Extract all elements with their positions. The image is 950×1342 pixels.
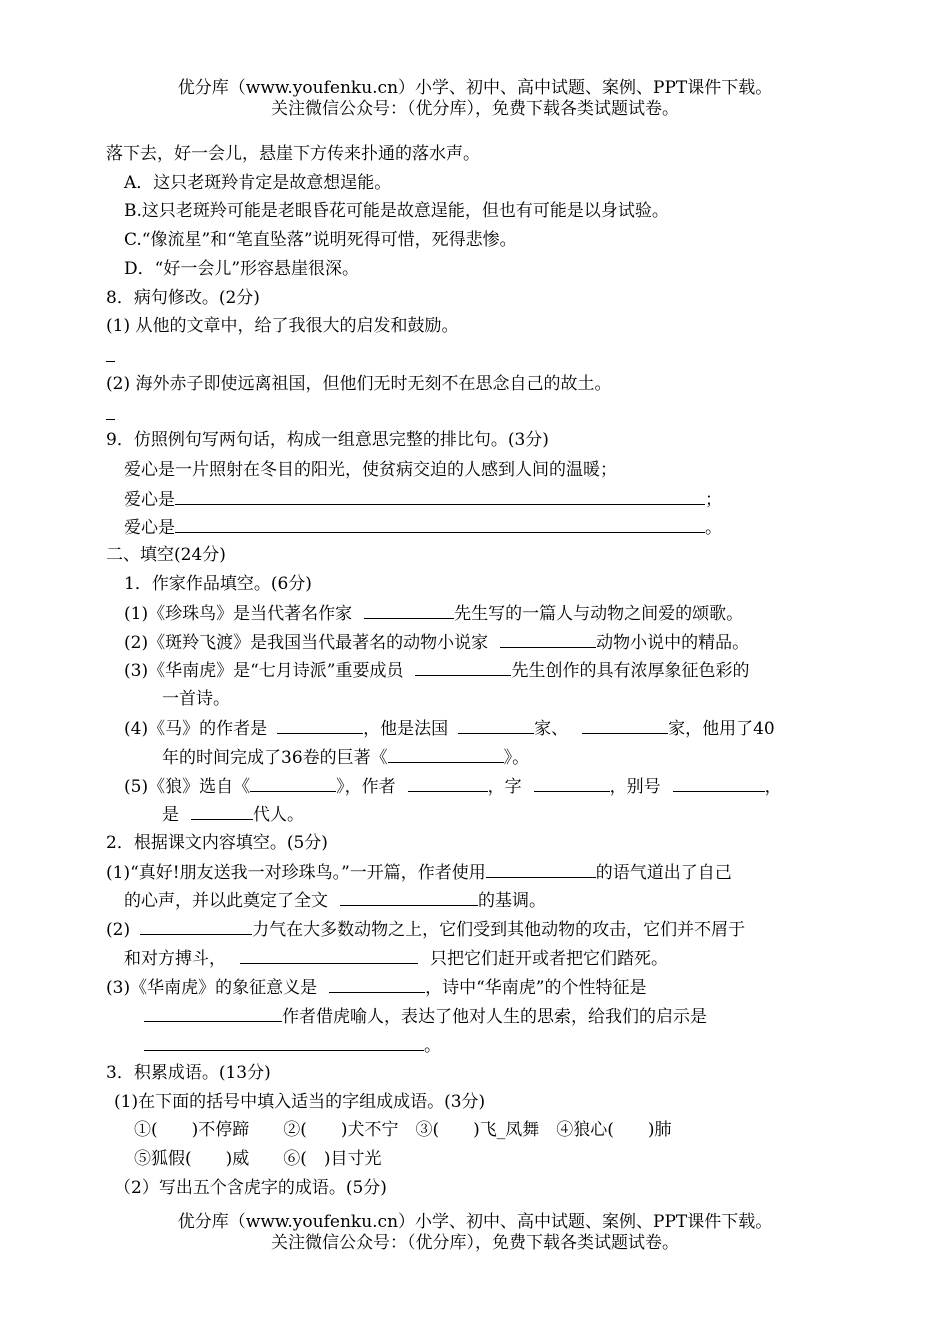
part-1-item-5-text-e: ， bbox=[764, 777, 782, 797]
q7-option-c: C.“像流星”和“笔直坠落”说明死得可惜，死得悲惨。 bbox=[124, 230, 517, 250]
q9-line-2-end: 。 bbox=[705, 518, 722, 538]
part-1-item-5-text-a: (5)《狼》选自《 bbox=[124, 777, 251, 797]
q7-option-b: B.这只老斑羚可能是老眼昏花可能是故意逞能，但也有可能是以身试验。 bbox=[124, 201, 669, 221]
part-1-item-1-text-a: (1)《珍珠鸟》是当代著名作家 bbox=[124, 604, 353, 624]
tone-blank[interactable] bbox=[486, 861, 596, 878]
part-1-item-5-text-c: ，字 bbox=[487, 777, 522, 797]
part-1-title: 1．作家作品填空。(6分) bbox=[124, 574, 312, 594]
part-2-item-1-text-c: 的心声，并以此奠定了全文 bbox=[124, 891, 328, 911]
symbolism-blank[interactable] bbox=[329, 976, 425, 993]
part-1-item-3-text-a: (3)《华南虎》是“七月诗派”重要成员 bbox=[124, 661, 404, 681]
part-1-item-4 bbox=[124, 717, 775, 740]
part-3-title: 3．积累成语。(13分) bbox=[106, 1063, 271, 1083]
part-1-item-3 bbox=[124, 659, 749, 682]
part-2-item-3-cont bbox=[144, 1005, 707, 1028]
q9-line-1 bbox=[124, 488, 722, 511]
part-3-sub-2: （2）写出五个含虎字的成语。(5分) bbox=[114, 1178, 387, 1198]
part-2-item-3-text-c: 作者借虎喻人，表达了他对人生的思索，给我们的启示是 bbox=[282, 1007, 707, 1027]
part-2-item-1-text-a: (1)“真好!朋友送我一对珍珠鸟。”一开篇，作者使用 bbox=[106, 863, 486, 883]
header-line-1: 优分库（www.youfenku.cn）小学、初中、高中试题、案例、PPT课件下载。 bbox=[177, 78, 773, 98]
dynasty-blank[interactable] bbox=[191, 803, 253, 820]
part-2-item-2-text-b: 力气在大多数动物之上，它们受到其他动物的攻击，它们并不屑于 bbox=[252, 920, 746, 940]
q8-sentence-1: (1) 从他的文章中，给了我很大的启发和鼓励。 bbox=[106, 316, 459, 336]
q9-answer-blank-1[interactable] bbox=[175, 488, 705, 505]
q9-line-2-prefix: 爱心是 bbox=[124, 518, 175, 538]
part-2-title: 2．根据课文内容填空。(5分) bbox=[106, 833, 328, 853]
author-blank-3[interactable] bbox=[415, 659, 511, 676]
part-2-item-1 bbox=[106, 861, 732, 884]
profession-blank-1[interactable] bbox=[458, 717, 534, 734]
q8-answer-line-2 bbox=[106, 419, 115, 420]
part-2-item-2-text-c: 和对方搏斗， bbox=[124, 949, 226, 969]
trait-blank[interactable] bbox=[144, 1005, 282, 1022]
q8-title: 8．病句修改。(2分) bbox=[106, 288, 260, 308]
q7-option-a: A．这只老斑羚肯定是故意想逞能。 bbox=[124, 173, 392, 193]
author-name-blank[interactable] bbox=[408, 775, 488, 792]
part-2-item-1-text-d: 的基调。 bbox=[478, 891, 546, 911]
profession-blank-2[interactable] bbox=[582, 717, 668, 734]
part-1-item-5 bbox=[124, 775, 782, 798]
part-1-item-4-cont bbox=[162, 746, 529, 769]
alias-blank[interactable] bbox=[673, 775, 765, 792]
part-1-item-4-text-b: ，他是法国 bbox=[363, 719, 449, 739]
part-2-item-3-text-d: 。 bbox=[424, 1036, 441, 1056]
footer-line-1: 优分库（www.youfenku.cn）小学、初中、高中试题、案例、PPT课件下载。 bbox=[177, 1212, 773, 1232]
masterwork-blank[interactable] bbox=[388, 746, 504, 763]
part-2-item-1-cont bbox=[124, 889, 546, 912]
part-2-item-3 bbox=[106, 976, 646, 999]
part-1-item-5-text-g: 代人。 bbox=[253, 805, 304, 825]
part-1-item-1 bbox=[124, 602, 743, 625]
author-blank-4[interactable] bbox=[277, 717, 363, 734]
part-2-item-2-text-d: 只把它们赶开或者把它们踏死。 bbox=[430, 949, 668, 969]
part-1-item-1-text-b: 先生写的一篇人与动物之间爱的颂歌。 bbox=[454, 604, 744, 624]
q9-example: 爱心是一片照射在冬目的阳光，使贫病交迫的人感到人间的温暖； bbox=[124, 460, 617, 480]
part-1-item-4-text-a: (4)《马》的作者是 bbox=[124, 719, 268, 739]
part-1-item-2-text-b: 动物小说中的精品。 bbox=[596, 633, 750, 653]
courtesy-name-blank[interactable] bbox=[534, 775, 610, 792]
part-2-item-3-text-a: (3)《华南虎》的象征意义是 bbox=[106, 978, 318, 998]
header-line-2: 关注微信公众号：（优分库），免费下载各类试题试卷。 bbox=[271, 99, 679, 119]
behavior-blank[interactable] bbox=[240, 947, 418, 964]
q7-stem-tail: 落下去，好一会儿，悬崖下方传来扑通的落水声。 bbox=[106, 144, 480, 164]
q9-line-2 bbox=[124, 516, 722, 539]
keynote-blank[interactable] bbox=[340, 889, 478, 906]
part-1-item-2-text-a: (2)《斑羚飞渡》是我国当代最著名的动物小说家 bbox=[124, 633, 489, 653]
part-1-item-4-text-d: 家，他用了40 bbox=[668, 719, 775, 739]
idiom-row-2: ⑤狐假( )威 ⑥( )目寸光 bbox=[134, 1149, 382, 1169]
q7-option-d: D．“好一会儿”形容悬崖很深。 bbox=[124, 259, 360, 279]
idiom-row-1: ①( )不停蹄 ②( )犬不宁 ③( )飞_凤舞 ④狼心( )肺 bbox=[134, 1120, 672, 1140]
part-1-item-3-cont: 一首诗。 bbox=[162, 689, 230, 709]
part-2-item-3-cont-2 bbox=[144, 1034, 441, 1057]
part-1-item-5-text-b: 》，作者 bbox=[336, 777, 396, 797]
part-1-item-4-text-f: 》。 bbox=[503, 748, 530, 768]
part-2-item-2-cont bbox=[124, 947, 668, 970]
part-1-item-4-text-c: 家、 bbox=[534, 719, 569, 739]
insight-blank[interactable] bbox=[144, 1034, 424, 1051]
part-1-item-4-text-e: 年的时间完成了36卷的巨著《 bbox=[162, 748, 388, 768]
part-3-sub-1: (1)在下面的括号中填入适当的字组成成语。(3分) bbox=[114, 1092, 486, 1112]
strength-blank[interactable] bbox=[140, 918, 252, 935]
part-2-item-2-text-a: (2) bbox=[106, 920, 131, 940]
q9-line-1-end: ； bbox=[705, 490, 722, 510]
part-1-item-5-text-f: 是 bbox=[162, 805, 179, 825]
q9-line-1-prefix: 爱心是 bbox=[124, 490, 175, 510]
footer-line-2: 关注微信公众号：（优分库），免费下载各类试题试卷。 bbox=[271, 1233, 679, 1253]
source-book-blank[interactable] bbox=[250, 775, 336, 792]
part-2-item-1-text-b: 的语气道出了自己 bbox=[595, 863, 732, 883]
part-1-item-5-cont bbox=[162, 803, 304, 826]
q8-sentence-2: (2) 海外赤子即使远离祖国，但他们无时无刻不在思念自己的故土。 bbox=[106, 374, 612, 394]
author-blank-1[interactable] bbox=[364, 602, 454, 619]
part-1-item-3-text-b: 先生创作的具有浓厚象征色彩的 bbox=[511, 661, 750, 681]
part-1-item-2 bbox=[124, 631, 749, 654]
part-2-item-2 bbox=[106, 918, 745, 941]
q9-answer-blank-2[interactable] bbox=[175, 516, 705, 533]
part-2-item-3-text-b: ，诗中“华南虎”的个性特征是 bbox=[425, 978, 647, 998]
section-2-title: 二、填空(24分) bbox=[106, 545, 226, 565]
author-blank-2[interactable] bbox=[500, 631, 596, 648]
part-1-item-5-text-d: ，别号 bbox=[609, 777, 661, 797]
q9-title: 9．仿照例句写两句话，构成一组意思完整的排比句。(3分) bbox=[106, 430, 549, 450]
q8-answer-line-1 bbox=[106, 361, 115, 362]
